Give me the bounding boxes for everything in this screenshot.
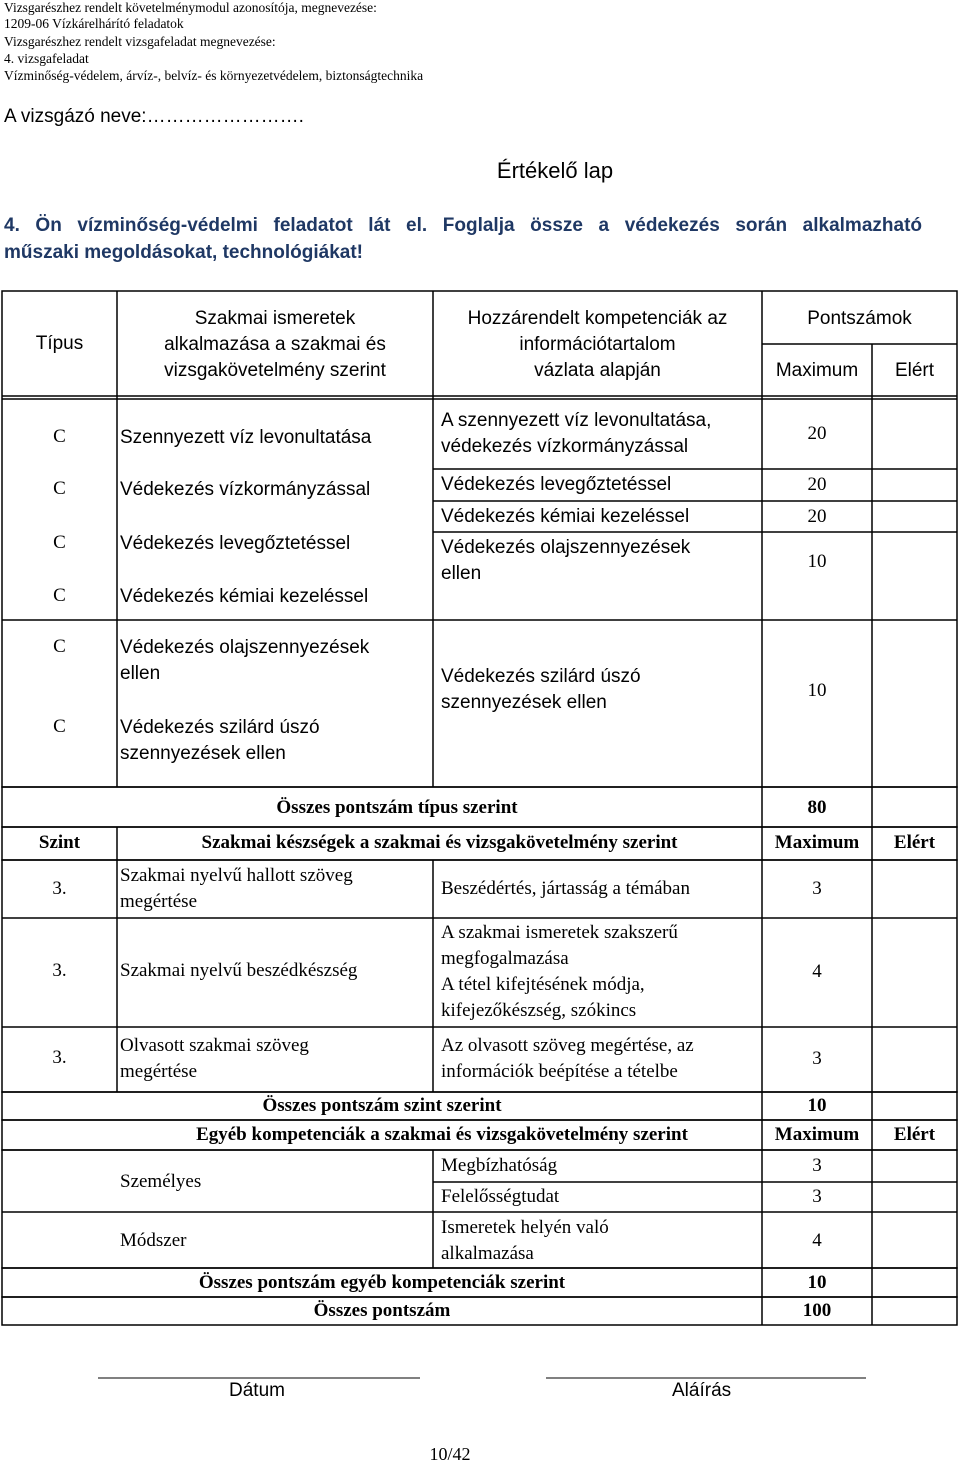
col-header-other: Egyéb kompetenciák a szakmai és vizsgakövetelmény szerint [196,1124,688,1145]
knowledge-cell: Védekezés olajszennyezések [120,637,370,658]
header-line-4: 4. vizsgafeladat [4,51,89,66]
col-header-skills: Szakmai készségek a szakmai és vizsgakövetelmény szerint [201,832,678,853]
page-title: Értékelő lap [496,158,614,183]
col-header-comp-2: információtartalom [519,334,676,355]
col-header-max: Maximum [775,360,859,381]
task-line-2: műszaki megoldásokat, technológiákat! [4,242,363,263]
skill-competence-cell: információk beépítése a tételbe [441,1061,678,1082]
other-max-cell: 4 [812,1230,822,1251]
type-cell: C [53,585,66,606]
col-header-tipus: Típus [35,333,84,354]
skill-competence-cell: megfogalmazása [441,948,569,969]
knowledge-cell: Védekezés kémiai kezeléssel [120,586,369,607]
type-cell: C [53,636,66,657]
skill-cell: megértése [120,891,198,912]
type-cell: C [53,532,66,553]
skill-max-cell: 3 [812,878,822,899]
max-cell: 20 [807,474,827,495]
col-header-elert: Elért [894,360,935,381]
knowledge-cell: szennyezések ellen [120,743,286,764]
competence-cell: A szennyezett víz levonultatása, [441,410,712,431]
knowledge-cell: Védekezés szilárd úszó [120,717,320,738]
competence-cell: szennyezések ellen [441,692,607,713]
type-cell: C [53,716,66,737]
competence-cell: Védekezés kémiai kezeléssel [441,506,690,527]
competence-cell: védekezés vízkormányzással [441,436,689,457]
col-header-max: Maximum [774,832,860,853]
total-other-label: Összes pontszám egyéb kompetenciák szerint [198,1272,566,1293]
grand-total-label: Összes pontszám [313,1300,451,1321]
competence-cell: Védekezés szilárd úszó [441,666,641,687]
knowledge-cell: Védekezés levegőztetéssel [120,533,351,554]
max-cell: 10 [807,680,827,701]
skill-cell: megértése [120,1061,198,1082]
candidate-name: A vizsgázó neve:……………………. [4,106,304,127]
level-cell: 3. [52,878,67,899]
col-header-knowledge-1: Szakmai ismeretek [194,308,356,329]
skill-cell: Szakmai nyelvű beszédkészség [120,960,358,981]
skill-competence-cell: A szakmai ismeretek szakszerű [441,922,678,943]
signature-label: Aláírás [672,1380,732,1401]
competence-cell: Védekezés levegőztetéssel [441,474,672,495]
competence-cell: ellen [441,563,482,584]
col-header-comp-3: vázlata alapján [534,360,661,381]
knowledge-cell: Szennyezett víz levonultatása [120,427,372,448]
max-cell: 20 [807,423,827,444]
col-header-points: Pontszámok [807,308,912,329]
other-max-cell: 3 [812,1155,822,1176]
header-line-2: 1209-06 Vízkárelhárító feladatok [4,16,184,31]
col-header-comp-1: Hozzárendelt kompetenciák az [467,308,728,329]
header-line-1: Vizsgarészhez rendelt követelménymodul azonosítója, megnevezése: [4,0,377,15]
other-competence-cell: Ismeretek helyén való [441,1217,609,1238]
task-line-1: 4. Ön vízminőség-védelmi feladatot lát el. Foglalja össze a védekezés során alkalmazható [4,215,922,236]
col-header-elert: Elért [893,1124,936,1145]
total-type-label: Összes pontszám típus szerint [276,797,518,818]
max-cell: 10 [807,551,827,572]
total-type-value: 80 [807,797,827,818]
competence-cell: Védekezés olajszennyezések [441,537,691,558]
skill-competence-cell: Beszédértés, jártasság a témában [441,878,690,899]
col-header-knowledge-3: vizsgakövetelmény szerint [164,360,386,381]
knowledge-cell: Védekezés vízkormányzással [120,479,371,500]
skill-competence-cell: kifejezőkészség, szókincs [441,1000,637,1021]
total-level-label: Összes pontszám szint szerint [262,1095,502,1116]
level-cell: 3. [52,960,67,981]
other-competence-cell: alkalmazása [441,1243,534,1264]
date-label: Dátum [229,1380,285,1401]
other-competence-cell: Megbízhatóság [441,1155,558,1176]
skill-cell: Olvasott szakmai szöveg [120,1035,309,1056]
grand-total-value: 100 [802,1300,832,1321]
page-number: 10/42 [429,1444,471,1464]
knowledge-cell: ellen [120,663,161,684]
other-competence-cell: Felelősségtudat [441,1186,560,1207]
header-line-5: Vízminőség-védelem, árvíz-, belvíz- és környezetvédelem, biztonságtechnika [4,68,424,83]
col-header-szint: Szint [38,832,81,853]
skill-competence-cell: Az olvasott szöveg megértése, az [441,1035,694,1056]
other-group-cell: Személyes [120,1171,202,1192]
col-header-elert: Elért [893,832,936,853]
skill-cell: Szakmai nyelvű hallott szöveg [120,865,353,886]
skill-max-cell: 3 [812,1048,822,1069]
other-group-cell: Módszer [120,1230,187,1251]
type-cell: C [53,426,66,447]
col-header-max: Maximum [774,1124,860,1145]
col-header-knowledge-2: alkalmazása a szakmai és [164,334,386,355]
header-line-3: Vizsgarészhez rendelt vizsgafeladat megnevezése: [4,34,276,49]
level-cell: 3. [52,1047,67,1068]
skill-max-cell: 4 [812,961,822,982]
total-level-value: 10 [807,1095,827,1116]
skill-competence-cell: A tétel kifejtésének módja, [441,974,645,995]
other-max-cell: 3 [812,1186,822,1207]
type-cell: C [53,478,66,499]
total-other-value: 10 [807,1272,827,1293]
max-cell: 20 [807,506,827,527]
